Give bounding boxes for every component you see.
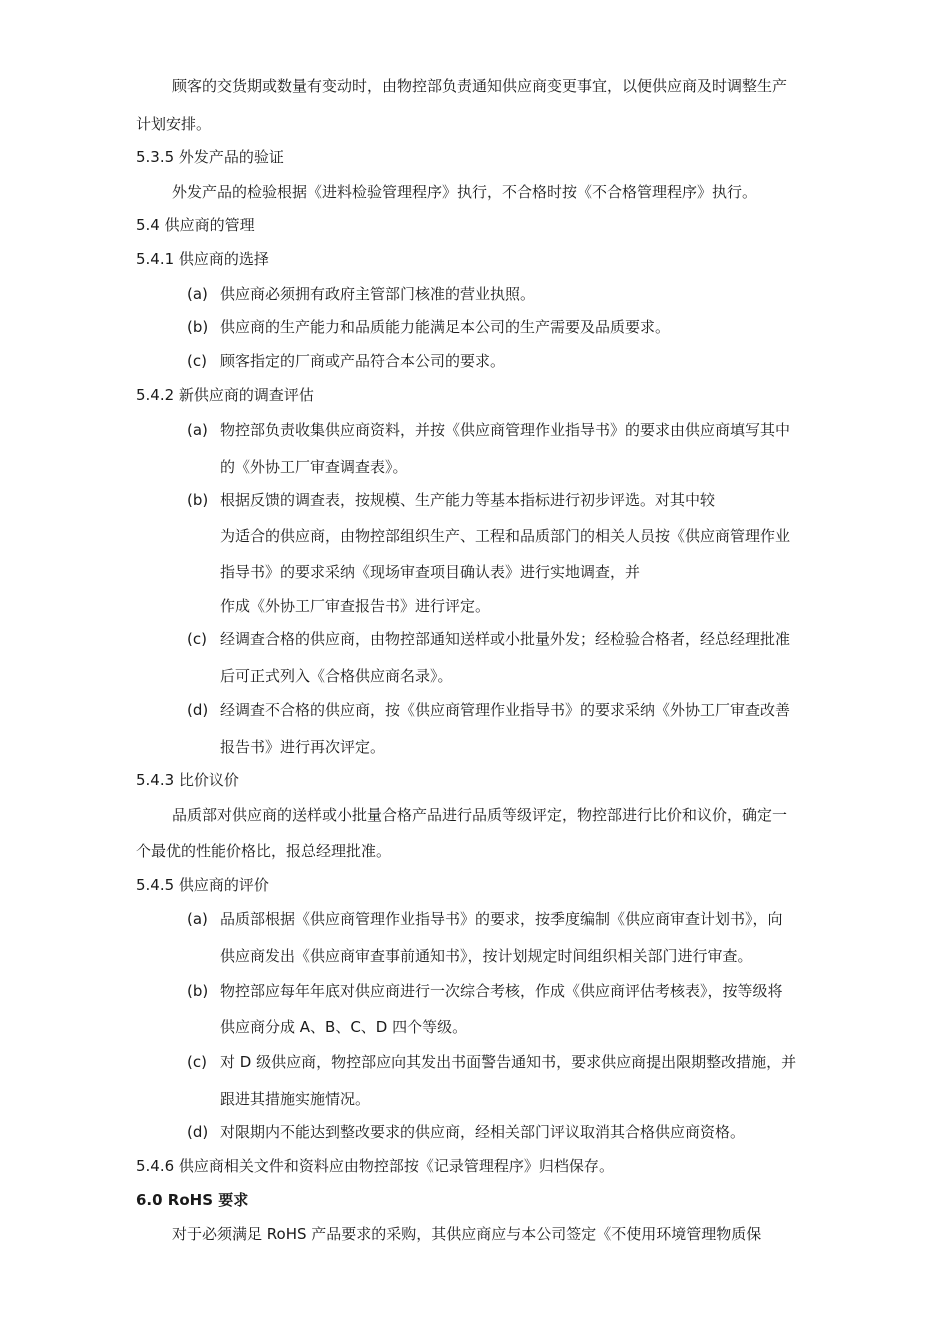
chapter-heading: 6.0 RoHS 要求 xyxy=(136,1191,249,1209)
list-item: 物控部应每年年底对供应商进行一次综合考核，作成《供应商评估考核表》，按等级将 xyxy=(220,982,783,1000)
list-item: 对限期内不能达到整改要求的供应商，经相关部门评议取消其合格供应商资格。 xyxy=(220,1123,746,1141)
list-item: 品质部根据《供应商管理作业指导书》的要求，按季度编制《供应商审查计划书》，向 xyxy=(220,910,783,928)
list-item-continuation: 为适合的供应商，由物控部组织生产、工程和品质部门的相关人员按《供应商管理作业 xyxy=(220,527,791,545)
list-label: (a) xyxy=(187,910,208,928)
section-heading: 5.4.3 比价议价 xyxy=(136,771,239,789)
list-item: 供应商的生产能力和品质能力能满足本公司的生产需要及品质要求。 xyxy=(220,318,671,336)
list-item-continuation: 供应商分成 A、B、C、D 四个等级。 xyxy=(220,1018,468,1036)
list-item-continuation: 作成《外协工厂审查报告书》进行评定。 xyxy=(220,597,491,615)
list-item: 物控部负责收集供应商资料，并按《供应商管理作业指导书》的要求由供应商填写其中 xyxy=(220,421,791,439)
paragraph-line: 计划安排。 xyxy=(136,115,212,133)
list-item-continuation: 报告书》进行再次评定。 xyxy=(220,738,386,756)
list-label: (b) xyxy=(187,318,209,336)
list-label: (a) xyxy=(187,285,208,303)
list-item-continuation: 的《外协工厂审查调查表》。 xyxy=(220,458,408,476)
list-label: (a) xyxy=(187,421,208,439)
section-heading: 5.3.5 外发产品的验证 xyxy=(136,148,284,166)
list-item: 根据反馈的调查表，按规模、生产能力等基本指标进行初步评选。对其中较 xyxy=(220,491,716,509)
list-item-continuation: 供应商发出《供应商审查事前通知书》，按计划规定时间组织相关部门进行审查。 xyxy=(220,947,753,965)
section-heading: 5.4.2 新供应商的调查评估 xyxy=(136,386,314,404)
list-label: (c) xyxy=(187,352,207,370)
list-item: 顾客指定的厂商或产品符合本公司的要求。 xyxy=(220,352,506,370)
section-heading: 5.4.6 供应商相关文件和资料应由物控部按《记录管理程序》归档保存。 xyxy=(136,1157,614,1175)
list-item-continuation: 跟进其措施实施情况。 xyxy=(220,1090,371,1108)
section-heading: 5.4 供应商的管理 xyxy=(136,216,255,234)
paragraph-line: 外发产品的检验根据《进料检验管理程序》执行，不合格时按《不合格管理程序》执行。 xyxy=(172,183,758,201)
list-label: (b) xyxy=(187,491,209,509)
section-heading: 5.4.5 供应商的评价 xyxy=(136,876,269,894)
list-item-continuation: 指导书》的要求采纳《现场审查项目确认表》进行实地调查，并 xyxy=(220,563,641,581)
list-label: (d) xyxy=(187,1123,209,1141)
section-heading: 5.4.1 供应商的选择 xyxy=(136,250,269,268)
paragraph-line: 品质部对供应商的送样或小批量合格产品进行品质等级评定，物控部进行比价和议价，确定一 xyxy=(172,806,788,824)
list-item: 经调查合格的供应商，由物控部通知送样或小批量外发；经检验合格者，经总经理批准 xyxy=(220,630,791,648)
paragraph-line: 顾客的交货期或数量有变动时，由物控部负责通知供应商变更事宜，以便供应商及时调整生产 xyxy=(172,77,788,95)
list-label: (c) xyxy=(187,1053,207,1071)
list-label: (c) xyxy=(187,630,207,648)
list-item-continuation: 后可正式列入《合格供应商名录》。 xyxy=(220,667,453,685)
list-item: 经调查不合格的供应商，按《供应商管理作业指导书》的要求采纳《外协工厂审查改善 xyxy=(220,701,791,719)
paragraph-line: 对于必须满足 RoHS 产品要求的采购，其供应商应与本公司签定《不使用环境管理物质保 xyxy=(172,1225,762,1243)
list-item: 供应商必须拥有政府主管部门核准的营业执照。 xyxy=(220,285,536,303)
list-label: (d) xyxy=(187,701,209,719)
list-item: 对 D 级供应商，物控部应向其发出书面警告通知书，要求供应商提出限期整改措施，并 xyxy=(220,1053,797,1071)
paragraph-line: 个最优的性能价格比，报总经理批准。 xyxy=(136,842,392,860)
list-label: (b) xyxy=(187,982,209,1000)
